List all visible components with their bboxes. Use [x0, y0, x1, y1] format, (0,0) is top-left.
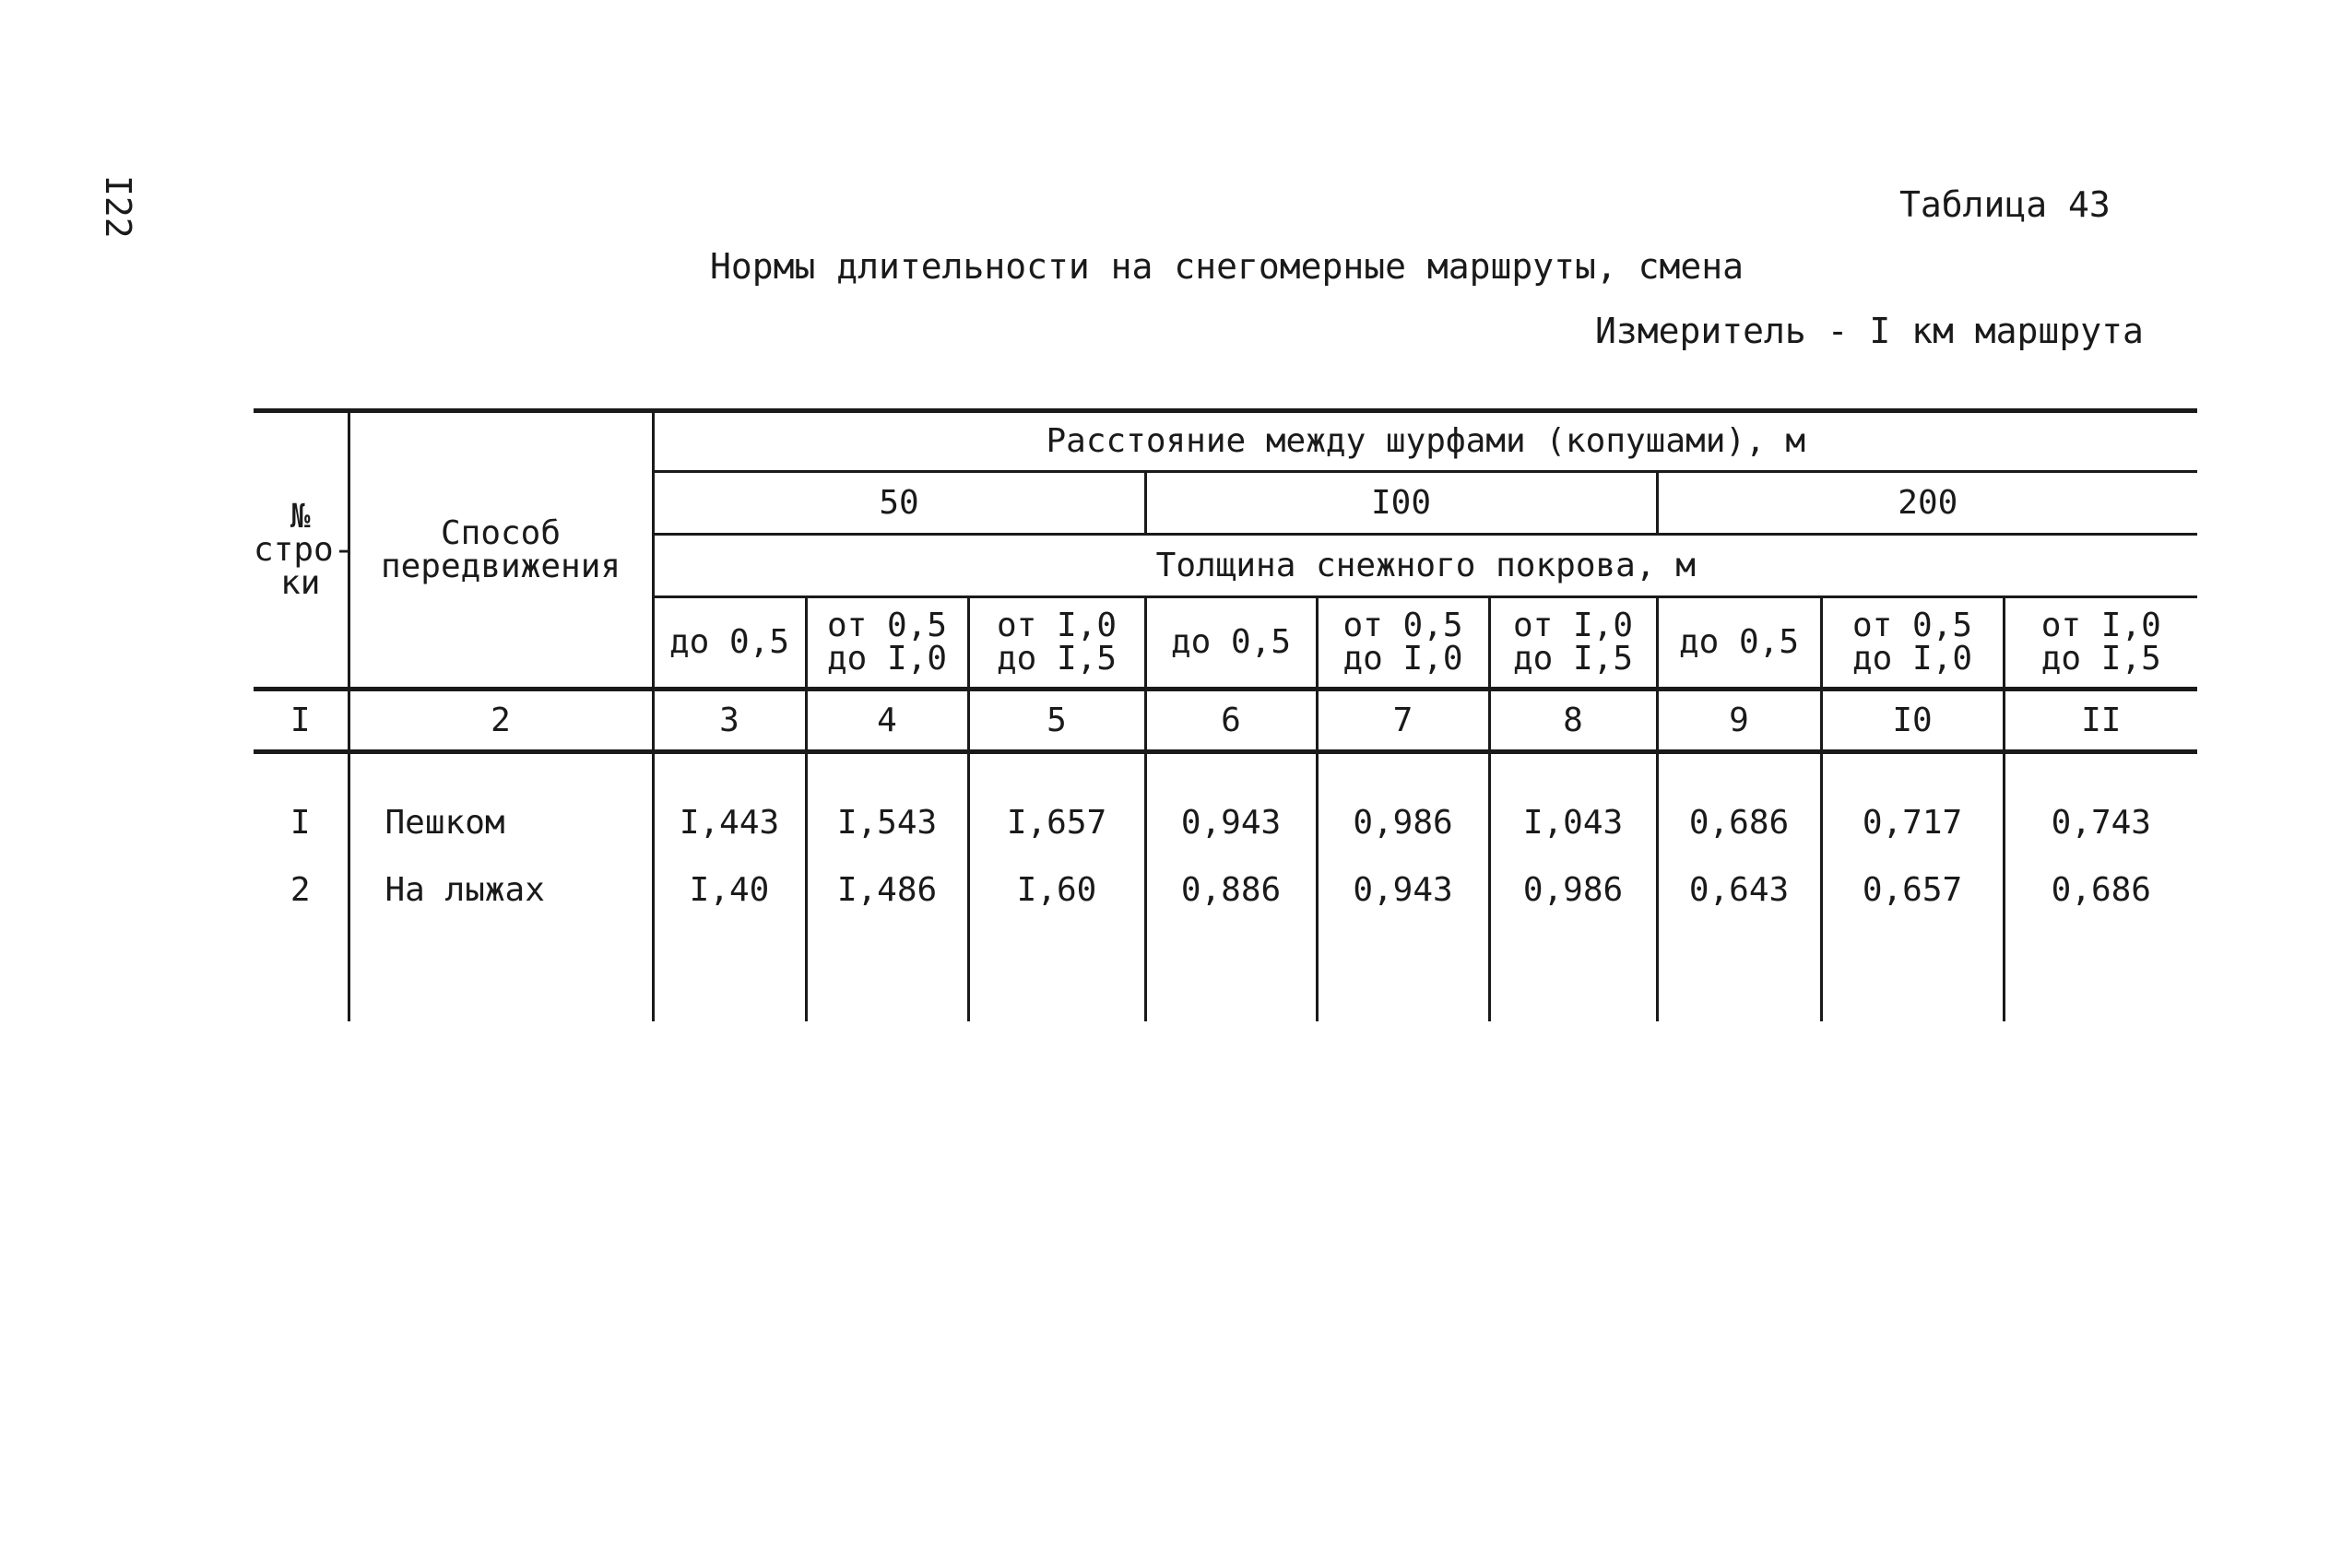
value-cell: 0,986 [1489, 852, 1657, 929]
value-cell: 0,886 [1145, 852, 1317, 929]
column-number: 5 [968, 690, 1145, 752]
value-cell: 0,717 [1821, 752, 2004, 852]
table-row [254, 752, 2197, 852]
column-number: I [254, 690, 349, 752]
column-number: 8 [1489, 690, 1657, 752]
column-number: 9 [1657, 690, 1821, 752]
snow-thickness-header: Толщина снежного покрова, м [653, 535, 2197, 597]
value-cell: 0,743 [2004, 752, 2197, 852]
distance-50-header: 50 [653, 472, 1145, 535]
method-cell: На лыжах [349, 852, 653, 929]
value-cell: 0,686 [2004, 852, 2197, 929]
table-trailing-space [254, 929, 2197, 1021]
measurement-unit: Измеритель - I км маршрута [1595, 311, 2144, 351]
snow-range-header: до 0,5 [653, 597, 806, 690]
value-cell: 0,943 [1317, 852, 1489, 929]
value-cell: 0,643 [1657, 852, 1821, 929]
method-header: Способ передвижения [349, 411, 653, 690]
snow-range-header: от I,0 до I,5 [1489, 597, 1657, 690]
column-number: II [2004, 690, 2197, 752]
value-cell: 0,943 [1145, 752, 1317, 852]
column-number: 7 [1317, 690, 1489, 752]
column-number: 6 [1145, 690, 1317, 752]
value-cell: I,543 [806, 752, 968, 852]
value-cell: 0,986 [1317, 752, 1489, 852]
column-number: I0 [1821, 690, 2004, 752]
value-cell: 0,686 [1657, 752, 1821, 852]
value-cell: I,043 [1489, 752, 1657, 852]
snow-range-header: от 0,5 до I,0 [1821, 597, 2004, 690]
row-number-cell: 2 [290, 870, 311, 909]
snow-range-header: от I,0 до I,5 [968, 597, 1145, 690]
value-cell: I,486 [806, 852, 968, 929]
value-cell: I,443 [653, 752, 806, 852]
value-cell: 0,657 [1821, 852, 2004, 929]
snow-range-header: от 0,5 до I,0 [806, 597, 968, 690]
row-number-header: № стро- ки [254, 411, 349, 690]
distance-100-header: I00 [1145, 472, 1657, 535]
value-cell: I,657 [968, 752, 1145, 852]
snow-range-header: от I,0 до I,5 [2004, 597, 2197, 690]
document-title: Нормы длительности на снегомерные маршруты, смена [710, 246, 1745, 287]
column-number: 4 [806, 690, 968, 752]
column-number: 3 [653, 690, 806, 752]
distance-header: Расстояние между шурфами (копушами), м [653, 411, 2197, 472]
value-cell: I,60 [968, 852, 1145, 929]
column-number: 2 [349, 690, 653, 752]
row-number-cell: I [290, 803, 311, 842]
distance-200-header: 200 [1657, 472, 2197, 535]
table-label: Таблица 43 [1899, 184, 2111, 225]
table-row [254, 852, 2197, 929]
method-cell: Пешком [349, 752, 653, 852]
page-number: I22 [98, 175, 138, 239]
snow-range-header: от 0,5 до I,0 [1317, 597, 1489, 690]
norms-table [254, 408, 2197, 1021]
snow-range-header: до 0,5 [1145, 597, 1317, 690]
snow-range-header: до 0,5 [1657, 597, 1821, 690]
value-cell: I,40 [653, 852, 806, 929]
